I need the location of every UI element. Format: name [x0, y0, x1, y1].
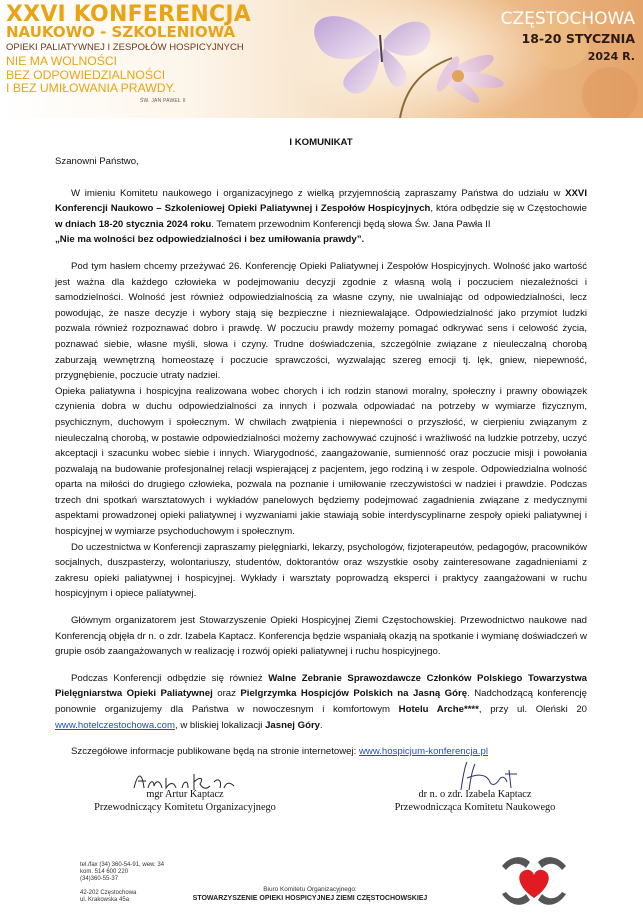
- footer-address: [80, 890, 136, 904]
- footer-street: ul. Krakowska 45a: [80, 897, 130, 903]
- signature-left: [60, 789, 310, 814]
- p6-text-e: . Nadchodzącą konferencję ponownie organizujemy dla Państwa w nowoczesnym i komfortowym: [55, 688, 587, 715]
- p6-hotel-name: Hotelu Arche****: [398, 704, 479, 715]
- signature-left-name: mgr Artur Kaptacz: [146, 789, 224, 800]
- p6-general-meeting: Walne Zebranie Sprawozdawcze Członków Polskiego Towarzystwa Pielęgniarstwa Opieki Paliatywnej: [55, 672, 588, 700]
- city: CZĘSTOCHOWA: [500, 9, 635, 29]
- p6-text-j: .: [320, 719, 323, 731]
- p6-text-c: oraz: [212, 688, 241, 700]
- p6-pilgrimage: Pielgrzymka Hospicjów Polskich na Jasną Górę: [240, 688, 468, 700]
- paragraph-more-info: [55, 744, 587, 760]
- p6-text-a: Podczas Konferencji odbędzie się również: [71, 672, 269, 684]
- hotel-website-link[interactable]: www.hotelczestochowa.com: [55, 719, 175, 731]
- p1-quote: „Nie ma wolności bez odpowiedzialności i bez umiłowania prawdy”.: [55, 234, 365, 246]
- paragraph-organizer: Głównym organizatorem jest Stowarzyszenie Opieki Hospicyjnej Ziemi Częstochowskiej. Przewodnictwo naukowe nad Konferencją objęła dr n. o zdr. Izabela Kaptacz. Konferencja będzie wspaniałą okazją na spotkanie i wymianę doświadczeń w grupie osób zaangażowanych w realizację i rozwój opieki paliatywnej i ruchu hospicyjnego.: [55, 615, 587, 658]
- motto-line-1: NIE MA WOLNOŚCI: [6, 54, 118, 68]
- p1-dates: w dniach 18-20 stycznia 2024 roku: [55, 218, 212, 230]
- motto-author: ŚW. JAN PAWEŁ II: [140, 98, 186, 104]
- letter-body: [55, 136, 587, 760]
- conference-subtitle: NAUKOWO - SZKOLENIOWA: [6, 23, 236, 41]
- footer-phone-1: tel./fax (34) 360-54-91, wew. 34: [80, 862, 165, 868]
- footer-office: [160, 886, 460, 903]
- office-name: STOWARZYSZENIE OPIEKI HOSPICYJNEJ ZIEMI CZĘSTOCHOWSKIEJ: [192, 895, 428, 902]
- footer-contact: [80, 862, 164, 883]
- footer-postal: 42-202 Częstochowa: [80, 890, 137, 896]
- conference-website-link[interactable]: www.hospicjum-konferencja.pl: [358, 746, 489, 758]
- p1-text-a: W imieniu Komitetu naukowego i organizacyjnego z wielką przyjemnością zapraszamy Państwa do udziału w: [71, 187, 566, 199]
- signature-right: [340, 789, 610, 814]
- conference-subtitle-2: OPIEKI PALIATYWNEJ I ZESPOŁÓW HOSPICYJNYCH: [6, 42, 244, 53]
- p1-text-e: . Tematem przewodnim Konferencji będą słowa Św. Jana Pawła II: [211, 218, 491, 230]
- heart-hands-logo-icon: [496, 848, 572, 914]
- p6-text-g: , przy ul. Oleński 20: [478, 704, 588, 715]
- p6-text-h: , w bliskiej lokalizacji: [174, 719, 266, 731]
- paragraph-freedom: Pod tym hasłem chcemy przeżywać 26. Konferencję Opieki Paliatywnej i Zespołów Hospicyjnych. Wolność jako wartość jest ważna dla każdego człowieka w podejmowaniu decyzji zgodnie z własną wolą i poczuciem niezależności i samodzielności. Wolność jest również odpowiedzialnością za własne czyny, nie uwalniając od odpowiedzialności, lecz powodując, że nasze decyzje i wybory stają się bezpieczne i niezniewalające. Odpowiedzialność jako przymiot ludzki pozwala również rozpoznawać dobro i prawdę. W poczuciu prawdy możemy pomagać odkrywać sens i celowość życia, poznawać siebie, własne myśli, słowa i czyny. Trudne doświadczenia, szczególnie związane z nieuleczalną chorobą zaburzają wewnętrzną homeostazę i poczucie sprawczości, wyzwalając szereg emocji tj. lęk, gniew, niepewność, przygnębienie, poczucie utraty nadziei.: [55, 260, 587, 382]
- greeting: Szanowni Państwo,: [55, 156, 139, 167]
- signature-left-role: Przewodniczący Komitetu Organizacyjnego: [94, 801, 276, 813]
- p1-conference-name: XXVI Konferencji Naukowo – Szkoleniowej Opieki Paliatywnej i Zespołów Hospicyjnych: [55, 187, 587, 215]
- paragraph-participants: Do uczestnictwa w Konferencji zapraszamy pielęgniarki, lekarzy, psychologów, fizjoterapeutów, pedagogów, pracowników socjalnych, duszpasterzy, wolontariuszy, studentów, doktorantów oraz wszystkie osoby zainteresowane zagadnieniami z zakresu opieki paliatywnej i hospicyjnej. Wykłady i warsztaty poprowadzą eksperci i praktycy zaangażowani w ruchu hospicyjnym i opiece paliatywnej.: [55, 541, 587, 600]
- motto: [6, 55, 176, 96]
- signature-right-name: dr n. o zdr. Izabela Kaptacz: [418, 789, 532, 800]
- footer-phone-2: kom. 514 600 220: [80, 869, 129, 875]
- signature-right-role: Przewodnicząca Komitetu Naukowego: [394, 801, 556, 813]
- motto-line-3: I BEZ UMIŁOWANIA PRAWDY.: [6, 81, 176, 95]
- p1-text-c: , która odbędzie się w Częstochowie: [430, 203, 587, 215]
- communique-title: I KOMUNIKAT: [289, 137, 353, 148]
- paragraph-palliative-care: Opieka paliatywna i hospicyjna realizowana wobec chorych i ich rodzin stanowi moralny, społeczny i prawny obowiązek czynienia dobra w duchu odpowiedzialności za innych i pozwala odpowiadać na potrzeby w wymiarze fizycznym, psychicznym, duchowym i społecznym. W chwilach zwątpienia i niepewności o przyszłość, w cierpieniu związanym z nieuleczalną chorobą, w postawie odpowiedzialności możemy zachowywać czujność i wrażliwość na ludzkie potrzeby, uczyć akceptacji i szacunku wobec siebie i innych. Wiarygodność, zaangażowanie, sumienność oraz poczucie misji i powołania pozwalają na budowanie profesjonalnej relacji wspierającej z pacjentem, jego rodziną i w zespole. Odpowiedzialna wolność oparta na miłości do drugiego człowieka, pozwala na poznanie i umiłowanie rzeczywistości w nadziei i prawdzie. Podczas trzech dni spotkań warsztatowych i wykładów panelowych będziemy podejmować zagadnienia związane z medycznymi aspektami prowadzonej opieki paliatywnej i wyzwaniami jakie stawiają sobie interdyscyplinarne zespoły opieki paliatywnej i hospicyjnej w wymiarze psychoduchowym i społecznym.: [55, 385, 587, 538]
- paragraph-invitation: [55, 186, 587, 248]
- motto-line-2: BEZ ODPOWIEDZIALNOŚCI: [6, 67, 166, 82]
- office-label: Biuro Komitetu Organizacyjnego:: [263, 886, 357, 893]
- year: 2024 R.: [587, 50, 635, 63]
- dates: 18-20 STYCZNIA: [521, 31, 635, 46]
- p6-jasna-gora: Jasnej Góry: [265, 719, 321, 731]
- footer-phone-3: (34)360-55-37: [80, 876, 119, 882]
- paragraph-events-venue: [55, 671, 587, 733]
- p7-text: Szczegółowe informacje publikowane będą na stronie internetowej:: [71, 746, 359, 758]
- header-banner: [0, 0, 643, 118]
- conference-title: XXVI KONFERENCJA: [6, 2, 251, 27]
